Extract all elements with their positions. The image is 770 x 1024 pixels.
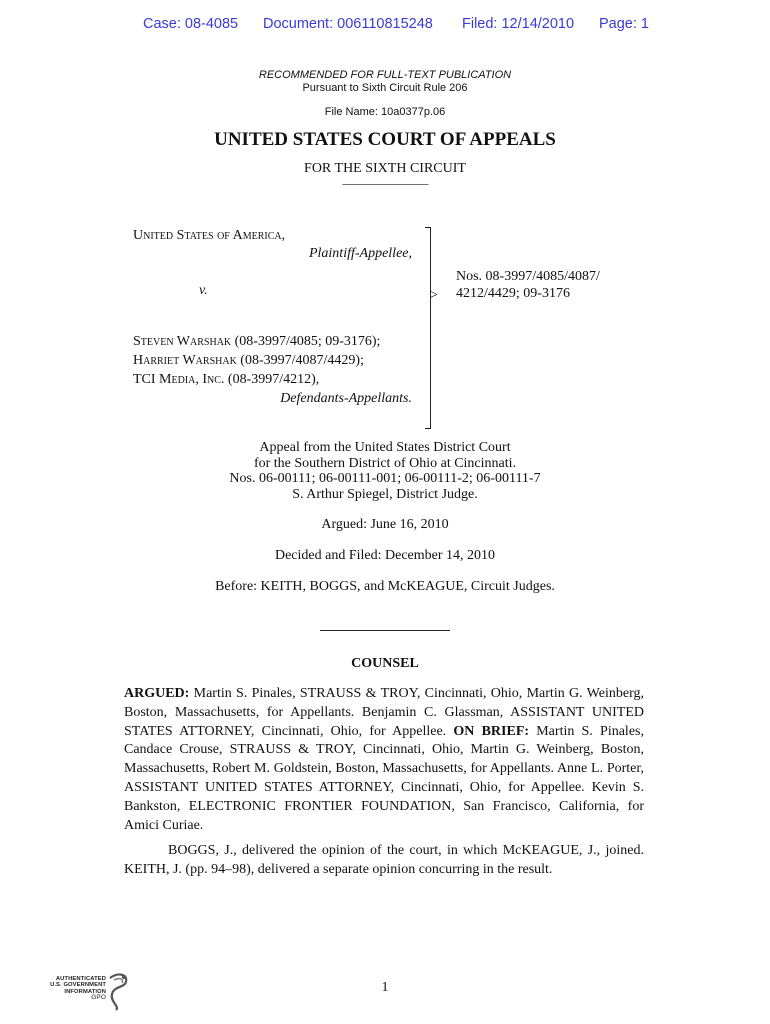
case-numbers-line-1: Nos. 08-3997/4085/4087/	[456, 269, 600, 284]
argued-counsel: Martin S. Pinales, STRAUSS & TROY, Cincinnati, Ohio, Martin G. Weinberg, Boston, Massachusetts, for Appellants. Benjamin C. Glassman, ASSISTANT UNITED STATES ATTORNEY, Cincinnati, Ohio, for Appellee.	[124, 686, 644, 739]
file-name: File Name: 10a0377p.06	[324, 106, 446, 118]
argued-label: ARGUED:	[124, 686, 190, 701]
brief-counsel: Martin S. Pinales, Candace Crouse, STRAUSS & TROY, Cincinnati, Ohio, Martin G. Weinberg, Boston, Massachusetts, Robert M. Goldstein, Boston, Massachusetts, for Appellants. Anne L. Porter, ASSISTANT UNITED STATES ATTORNEY, Cincinnati, Ohio, for Appellee. Kevin S. Bankston, ELECTRONIC FRONTIER FOUNDATION, San Francisco, California, for Amici Curiae.	[124, 723, 644, 833]
publication-rule: Pursuant to Sixth Circuit Rule 206	[302, 82, 468, 94]
section-divider	[320, 630, 450, 631]
plaintiff-role: Plaintiff-Appellee,	[308, 246, 412, 261]
counsel-paragraph	[124, 685, 644, 835]
opinion-paragraph	[124, 842, 644, 880]
court-circuit: FOR THE SIXTH CIRCUIT	[304, 161, 466, 176]
plaintiff-name: United States of America,	[133, 228, 286, 243]
defendant-tci-media: TCI Media, Inc. (08-3997/4212),	[133, 372, 320, 387]
counsel-heading: COUNSEL	[351, 656, 419, 671]
opinion-author: BOGGS, J., delivered the opinion of the court, in which McKEAGUE, J., joined.	[168, 843, 644, 858]
page-number: 1	[381, 980, 389, 995]
appeal-line-1: Appeal from the United States District Court	[259, 440, 511, 455]
court-title: UNITED STATES COURT OF APPEALS	[214, 129, 556, 150]
bracket-bottom-tick	[425, 428, 431, 429]
defendant-steven-warshak: Steven Warshak (08-3997/4085; 09-3176);	[133, 334, 381, 349]
seal-line-4: GPO	[91, 994, 106, 1002]
defendant-harriet-warshak: Harriet Warshak (08-3997/4087/4429);	[133, 353, 364, 368]
decided-date: Decided and Filed: December 14, 2010	[274, 548, 496, 563]
panel-judges: Before: KEITH, BOGGS, and McKEAGUE, Circuit Judges.	[215, 579, 555, 594]
bracket-top-tick	[425, 227, 431, 228]
appeal-line-3: Nos. 06-00111; 06-00111-001; 06-00111-2; 06-00111-7	[229, 471, 541, 486]
case-number: Case: 08-4085	[143, 16, 239, 32]
document-header	[0, 16, 770, 36]
on-brief-label: ON BRIEF:	[453, 723, 530, 739]
seal-line-2: U.S. GOVERNMENT	[50, 982, 106, 989]
appeal-line-4: S. Arthur Spiegel, District Judge.	[292, 487, 478, 502]
document-number: Document: 006110815248	[263, 16, 433, 32]
publication-recommendation: RECOMMENDED FOR FULL-TEXT PUBLICATION	[258, 69, 512, 81]
case-numbers-line-2: 4212/4429; 09-3176	[456, 286, 570, 301]
argued-date: Argued: June 16, 2010	[321, 517, 449, 532]
caption-bracket	[430, 227, 431, 428]
appeal-line-2: for the Southern District of Ohio at Cincinnati.	[253, 456, 517, 471]
page-indicator: Page: 1	[599, 16, 649, 32]
title-underline: _________________	[342, 172, 428, 186]
defendant-role: Defendants-Appellants.	[280, 391, 412, 406]
seal-line-1: AUTHENTICATED	[55, 976, 106, 982]
filed-date: Filed: 12/14/2010	[462, 16, 575, 32]
bracket-point: >	[430, 288, 438, 303]
concurring-opinion: KEITH, J. (pp. 94–98), delivered a separate opinion concurring in the result.	[124, 861, 553, 877]
seal-line-3: INFORMATION	[64, 988, 106, 995]
versus: v.	[199, 283, 208, 298]
